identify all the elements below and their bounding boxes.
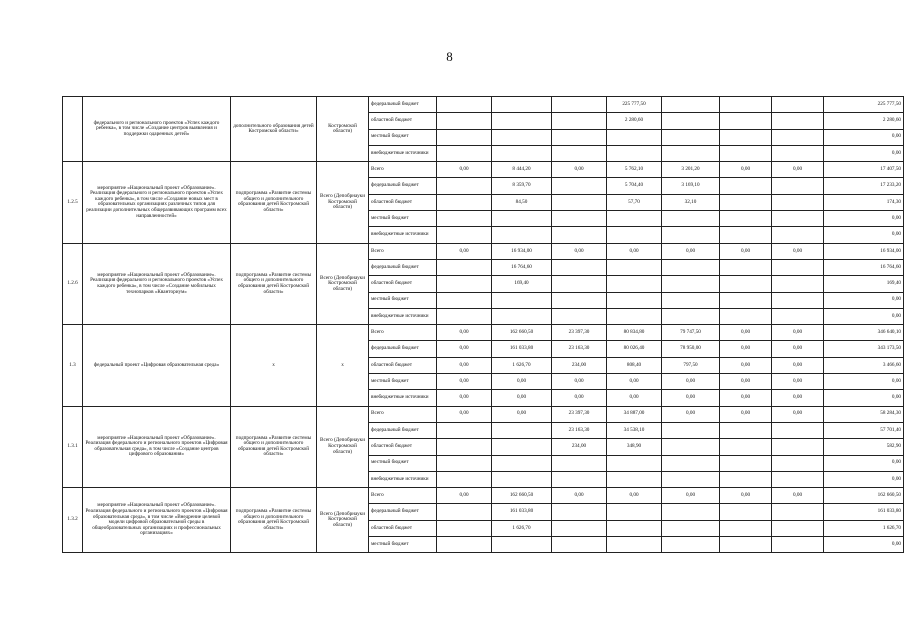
year-value-cell: 0,00 <box>772 243 824 259</box>
year-value-cell <box>607 471 662 487</box>
year-value-cell: 16 764,60 <box>492 259 552 275</box>
year-value-cell <box>720 113 772 129</box>
year-value-cell: 57,70 <box>607 194 662 210</box>
year-value-cell: 0,00 <box>772 390 824 406</box>
year-value-cell: 0,00 <box>720 374 772 390</box>
year-value-cell <box>492 211 552 227</box>
year-value-cell: 84,50 <box>492 194 552 210</box>
year-value-cell: 8 444,20 <box>492 162 552 178</box>
item-program: подпрограмма «Развитие системы общего и дополнительного образования детей Костромской области» <box>231 243 317 324</box>
total-cell: 0,00 <box>824 129 904 145</box>
year-value-cell: 0,00 <box>437 162 492 178</box>
item-program: подпрограмма «Развитие системы общего и дополнительного образования детей Костромской области» <box>231 488 317 553</box>
year-value-cell <box>720 194 772 210</box>
funding-source: федеральный бюджет <box>369 97 437 113</box>
year-value-cell <box>772 113 824 129</box>
year-value-cell <box>772 276 824 292</box>
year-value-cell <box>607 504 662 520</box>
funding-source: Всего <box>369 406 437 422</box>
table-row <box>63 325 904 341</box>
total-cell: 57 701,40 <box>824 422 904 438</box>
funding-source: внебюджетные источники <box>369 227 437 243</box>
year-value-cell <box>772 422 824 438</box>
year-value-cell: 0,00 <box>607 243 662 259</box>
year-value-cell <box>437 504 492 520</box>
item-name: мероприятие «Национальный проект «Образование». Реализация федерального и регионального проектов «Цифровая образовательная среда», в том числе «Создание центров цифрового образования» <box>83 406 231 487</box>
funding-source: областной бюджет <box>369 520 437 536</box>
year-value-cell <box>772 145 824 161</box>
year-value-cell <box>552 455 607 471</box>
table-row <box>63 488 904 504</box>
funding-source: внебюджетные источники <box>369 145 437 161</box>
year-value-cell <box>662 97 720 113</box>
funding-source: внебюджетные источники <box>369 308 437 324</box>
year-value-cell <box>720 504 772 520</box>
year-value-cell: 3 201,20 <box>662 162 720 178</box>
table-row <box>63 406 904 422</box>
year-value-cell <box>720 276 772 292</box>
year-value-cell <box>552 145 607 161</box>
year-value-cell <box>772 308 824 324</box>
year-value-cell <box>607 308 662 324</box>
year-value-cell: 169,40 <box>492 276 552 292</box>
year-value-cell <box>662 471 720 487</box>
table-row <box>63 162 904 178</box>
year-value-cell <box>662 129 720 145</box>
year-value-cell: 797,50 <box>662 357 720 373</box>
year-value-cell: 0,00 <box>552 243 607 259</box>
year-value-cell <box>662 455 720 471</box>
item-executor: Всего (Депобрнауки Костромской области) <box>317 488 369 553</box>
year-value-cell: 0,00 <box>437 406 492 422</box>
year-value-cell: 0,00 <box>437 357 492 373</box>
year-value-cell: 0,00 <box>662 390 720 406</box>
year-value-cell: 3 169,10 <box>662 178 720 194</box>
funding-source: областной бюджет <box>369 194 437 210</box>
funding-source: местный бюджет <box>369 374 437 390</box>
year-value-cell: 0,00 <box>437 325 492 341</box>
total-cell: 582,90 <box>824 439 904 455</box>
funding-source: внебюджетные источники <box>369 390 437 406</box>
funding-source: местный бюджет <box>369 455 437 471</box>
year-value-cell <box>437 455 492 471</box>
year-value-cell: 23 163,30 <box>552 341 607 357</box>
year-value-cell <box>552 259 607 275</box>
total-cell: 0,00 <box>824 374 904 390</box>
total-cell: 0,00 <box>824 227 904 243</box>
year-value-cell <box>492 227 552 243</box>
funding-source: областной бюджет <box>369 276 437 292</box>
item-name: федеральный проект «Цифровая образовательная среда» <box>83 325 231 406</box>
item-name: мероприятие «Национальный проект «Образование». Реализация федерального и регионального проектов «Успех каждого ребенка», в том числе «Создание мобильных технопарков «Кванториум» <box>83 243 231 324</box>
year-value-cell: 80 026,40 <box>607 341 662 357</box>
year-value-cell <box>437 537 492 553</box>
year-value-cell <box>552 292 607 308</box>
year-value-cell: 0,00 <box>662 243 720 259</box>
year-value-cell <box>552 113 607 129</box>
year-value-cell: 80 834,80 <box>607 325 662 341</box>
year-value-cell <box>607 292 662 308</box>
funding-source: федеральный бюджет <box>369 504 437 520</box>
year-value-cell: 348,90 <box>607 439 662 455</box>
year-value-cell: 2 280,60 <box>607 113 662 129</box>
total-cell: 16 764,60 <box>824 259 904 275</box>
table-row <box>63 243 904 259</box>
year-value-cell: 23 397,30 <box>552 325 607 341</box>
year-value-cell: 0,00 <box>720 243 772 259</box>
year-value-cell: 8 359,70 <box>492 178 552 194</box>
year-value-cell <box>437 520 492 536</box>
year-value-cell <box>772 129 824 145</box>
year-value-cell: 0,00 <box>772 374 824 390</box>
year-value-cell <box>607 520 662 536</box>
year-value-cell: 0,00 <box>552 162 607 178</box>
year-value-cell <box>552 471 607 487</box>
year-value-cell <box>552 129 607 145</box>
year-value-cell: 32,10 <box>662 194 720 210</box>
year-value-cell: 0,00 <box>437 243 492 259</box>
year-value-cell <box>720 471 772 487</box>
year-value-cell <box>492 471 552 487</box>
funding-source: федеральный бюджет <box>369 341 437 357</box>
year-value-cell: 0,00 <box>607 390 662 406</box>
year-value-cell <box>772 227 824 243</box>
item-executor: Костромской области) <box>317 97 369 162</box>
year-value-cell <box>492 97 552 113</box>
total-cell: 3 466,60 <box>824 357 904 373</box>
year-value-cell <box>607 259 662 275</box>
item-program: х <box>231 325 317 406</box>
year-value-cell <box>492 145 552 161</box>
year-value-cell: 0,00 <box>607 488 662 504</box>
year-value-cell: 0,00 <box>607 374 662 390</box>
funding-source: Всего <box>369 488 437 504</box>
year-value-cell <box>437 129 492 145</box>
year-value-cell <box>492 439 552 455</box>
funding-source: федеральный бюджет <box>369 178 437 194</box>
year-value-cell <box>492 292 552 308</box>
year-value-cell <box>607 537 662 553</box>
year-value-cell: 0,00 <box>772 162 824 178</box>
year-value-cell <box>720 292 772 308</box>
year-value-cell: 0,00 <box>662 374 720 390</box>
total-cell: 0,00 <box>824 211 904 227</box>
year-value-cell <box>772 537 824 553</box>
total-cell: 161 033,80 <box>824 504 904 520</box>
total-cell: 58 284,30 <box>824 406 904 422</box>
total-cell: 0,00 <box>824 308 904 324</box>
total-cell: 346 640,10 <box>824 325 904 341</box>
year-value-cell <box>437 211 492 227</box>
item-number: 1.3.1 <box>63 406 83 487</box>
year-value-cell <box>662 227 720 243</box>
year-value-cell: 808,40 <box>607 357 662 373</box>
total-cell: 0,00 <box>824 145 904 161</box>
year-value-cell: 0,00 <box>437 341 492 357</box>
year-value-cell <box>662 520 720 536</box>
year-value-cell <box>437 439 492 455</box>
year-value-cell: 0,00 <box>437 374 492 390</box>
year-value-cell <box>772 471 824 487</box>
year-value-cell <box>607 276 662 292</box>
total-cell: 343 173,50 <box>824 341 904 357</box>
year-value-cell <box>662 422 720 438</box>
year-value-cell <box>720 178 772 194</box>
year-value-cell <box>772 292 824 308</box>
year-value-cell <box>492 129 552 145</box>
year-value-cell: 5 762,10 <box>607 162 662 178</box>
year-value-cell <box>662 113 720 129</box>
year-value-cell: 0,00 <box>662 488 720 504</box>
total-cell: 0,00 <box>824 537 904 553</box>
item-name: мероприятие «Национальный проект «Образование». Реализация федерального и регионального проектов «Цифровая образовательная среда», в том числе «Внедрение целевой модели цифровой образовательной среды в общеобразовательных организациях и профессиональных организациях» <box>83 488 231 553</box>
year-value-cell: 0,00 <box>492 390 552 406</box>
year-value-cell: 0,00 <box>720 390 772 406</box>
year-value-cell: 0,00 <box>662 406 720 422</box>
funding-source: областной бюджет <box>369 113 437 129</box>
year-value-cell: 34 538,10 <box>607 422 662 438</box>
year-value-cell <box>437 145 492 161</box>
year-value-cell <box>662 439 720 455</box>
year-value-cell <box>437 178 492 194</box>
year-value-cell <box>720 455 772 471</box>
table-row <box>63 97 904 113</box>
year-value-cell: 234,00 <box>552 357 607 373</box>
year-value-cell <box>720 439 772 455</box>
year-value-cell: 5 704,40 <box>607 178 662 194</box>
item-executor: Всего (Депобрнауки Костромской области) <box>317 162 369 243</box>
item-name: федерального и регионального проектов «Успех каждого ребенка», в том числе «Создание центров выявления и поддержки одаренных детей» <box>83 97 231 162</box>
year-value-cell <box>720 227 772 243</box>
year-value-cell <box>720 211 772 227</box>
year-value-cell: 1 626,70 <box>492 520 552 536</box>
year-value-cell <box>720 145 772 161</box>
year-value-cell: 0,00 <box>720 488 772 504</box>
year-value-cell <box>552 308 607 324</box>
year-value-cell: 23 397,30 <box>552 406 607 422</box>
funding-source: областной бюджет <box>369 357 437 373</box>
year-value-cell: 0,00 <box>772 341 824 357</box>
item-number: 1.2.5 <box>63 162 83 243</box>
year-value-cell: 0,00 <box>720 406 772 422</box>
year-value-cell: 0,00 <box>720 357 772 373</box>
total-cell: 17 233,20 <box>824 178 904 194</box>
year-value-cell <box>607 211 662 227</box>
year-value-cell: 34 887,00 <box>607 406 662 422</box>
year-value-cell <box>772 504 824 520</box>
total-cell: 169,40 <box>824 276 904 292</box>
total-cell: 0,00 <box>824 292 904 308</box>
total-cell: 17 407,50 <box>824 162 904 178</box>
year-value-cell <box>607 145 662 161</box>
year-value-cell <box>662 259 720 275</box>
year-value-cell <box>720 97 772 113</box>
year-value-cell: 0,00 <box>552 374 607 390</box>
year-value-cell <box>492 308 552 324</box>
year-value-cell <box>720 129 772 145</box>
year-value-cell <box>720 537 772 553</box>
year-value-cell <box>772 97 824 113</box>
item-executor: Всего (Депобрнауки Костромской области) <box>317 406 369 487</box>
year-value-cell <box>772 455 824 471</box>
item-executor: х <box>317 325 369 406</box>
year-value-cell <box>662 276 720 292</box>
year-value-cell: 225 777,50 <box>607 97 662 113</box>
year-value-cell <box>772 259 824 275</box>
year-value-cell <box>720 422 772 438</box>
total-cell: 174,30 <box>824 194 904 210</box>
total-cell: 0,00 <box>824 390 904 406</box>
funding-source: федеральный бюджет <box>369 422 437 438</box>
item-number: 1.2.6 <box>63 243 83 324</box>
year-value-cell <box>437 471 492 487</box>
year-value-cell <box>437 292 492 308</box>
year-value-cell <box>662 211 720 227</box>
year-value-cell <box>772 439 824 455</box>
year-value-cell: 0,00 <box>492 406 552 422</box>
year-value-cell: 0,00 <box>492 374 552 390</box>
item-program: подпрограмма «Развитие системы общего и дополнительного образования детей Костромской области» <box>231 162 317 243</box>
year-value-cell <box>772 194 824 210</box>
funding-source: Всего <box>369 162 437 178</box>
year-value-cell <box>772 178 824 194</box>
funding-source: внебюджетные источники <box>369 471 437 487</box>
year-value-cell <box>662 537 720 553</box>
year-value-cell <box>552 537 607 553</box>
funding-source: местный бюджет <box>369 211 437 227</box>
year-value-cell <box>437 422 492 438</box>
funding-source: Всего <box>369 243 437 259</box>
year-value-cell: 162 660,50 <box>492 488 552 504</box>
funding-source: местный бюджет <box>369 292 437 308</box>
item-name: мероприятие «Национальный проект «Образование». Реализация федерального и регионального проектов «Успех каждого ребенка», в том числе «Создание новых мест в образовательных организациях различных типов для реализации дополнительных общеразвивающих программ всех направленностей» <box>83 162 231 243</box>
year-value-cell: 79 747,50 <box>662 325 720 341</box>
total-cell: 16 934,00 <box>824 243 904 259</box>
year-value-cell <box>662 292 720 308</box>
total-cell: 162 660,50 <box>824 488 904 504</box>
year-value-cell: 1 626,70 <box>492 357 552 373</box>
year-value-cell <box>437 113 492 129</box>
page-number: 8 <box>446 49 453 64</box>
year-value-cell: 0,00 <box>437 488 492 504</box>
year-value-cell: 161 033,80 <box>492 504 552 520</box>
funding-source: Всего <box>369 325 437 341</box>
year-value-cell <box>492 455 552 471</box>
total-cell: 0,00 <box>824 471 904 487</box>
year-value-cell: 0,00 <box>772 488 824 504</box>
item-program: дополнительного образования детей Костромской области» <box>231 97 317 162</box>
item-number <box>63 97 83 162</box>
year-value-cell <box>552 227 607 243</box>
year-value-cell <box>720 259 772 275</box>
year-value-cell <box>720 520 772 536</box>
total-cell: 1 626,70 <box>824 520 904 536</box>
year-value-cell: 0,00 <box>772 325 824 341</box>
year-value-cell <box>720 308 772 324</box>
year-value-cell <box>607 455 662 471</box>
year-value-cell <box>607 227 662 243</box>
year-value-cell: 0,00 <box>552 390 607 406</box>
item-program: подпрограмма «Развитие системы общего и дополнительного образования детей Костромской области» <box>231 406 317 487</box>
year-value-cell: 162 660,50 <box>492 325 552 341</box>
item-number: 1.3.2 <box>63 488 83 553</box>
year-value-cell <box>492 113 552 129</box>
total-cell: 225 777,50 <box>824 97 904 113</box>
year-value-cell <box>437 194 492 210</box>
funding-source: местный бюджет <box>369 537 437 553</box>
year-value-cell <box>552 178 607 194</box>
year-value-cell: 23 163,30 <box>552 422 607 438</box>
year-value-cell <box>552 520 607 536</box>
year-value-cell <box>662 308 720 324</box>
year-value-cell <box>492 422 552 438</box>
year-value-cell <box>437 276 492 292</box>
year-value-cell <box>552 504 607 520</box>
item-executor: Всего (Депобрнауки Костромской области) <box>317 243 369 324</box>
year-value-cell: 0,00 <box>437 390 492 406</box>
year-value-cell <box>552 276 607 292</box>
year-value-cell <box>662 504 720 520</box>
year-value-cell: 0,00 <box>720 341 772 357</box>
year-value-cell <box>437 227 492 243</box>
year-value-cell <box>662 145 720 161</box>
year-value-cell <box>607 129 662 145</box>
item-number: 1.3 <box>63 325 83 406</box>
year-value-cell <box>552 194 607 210</box>
year-value-cell: 0,00 <box>720 162 772 178</box>
year-value-cell: 0,00 <box>552 488 607 504</box>
funding-source: федеральный бюджет <box>369 259 437 275</box>
year-value-cell <box>437 97 492 113</box>
year-value-cell <box>552 211 607 227</box>
year-value-cell: 16 934,00 <box>492 243 552 259</box>
year-value-cell: 78 950,00 <box>662 341 720 357</box>
year-value-cell <box>552 97 607 113</box>
total-cell: 2 280,60 <box>824 113 904 129</box>
year-value-cell: 234,00 <box>552 439 607 455</box>
total-cell: 0,00 <box>824 455 904 471</box>
budget-table <box>62 96 904 553</box>
year-value-cell: 0,00 <box>720 325 772 341</box>
year-value-cell <box>772 520 824 536</box>
year-value-cell: 0,00 <box>772 357 824 373</box>
year-value-cell: 161 033,80 <box>492 341 552 357</box>
year-value-cell <box>492 537 552 553</box>
funding-source: местный бюджет <box>369 129 437 145</box>
funding-source: областной бюджет <box>369 439 437 455</box>
year-value-cell: 0,00 <box>772 406 824 422</box>
year-value-cell <box>772 211 824 227</box>
year-value-cell <box>437 259 492 275</box>
year-value-cell <box>437 308 492 324</box>
